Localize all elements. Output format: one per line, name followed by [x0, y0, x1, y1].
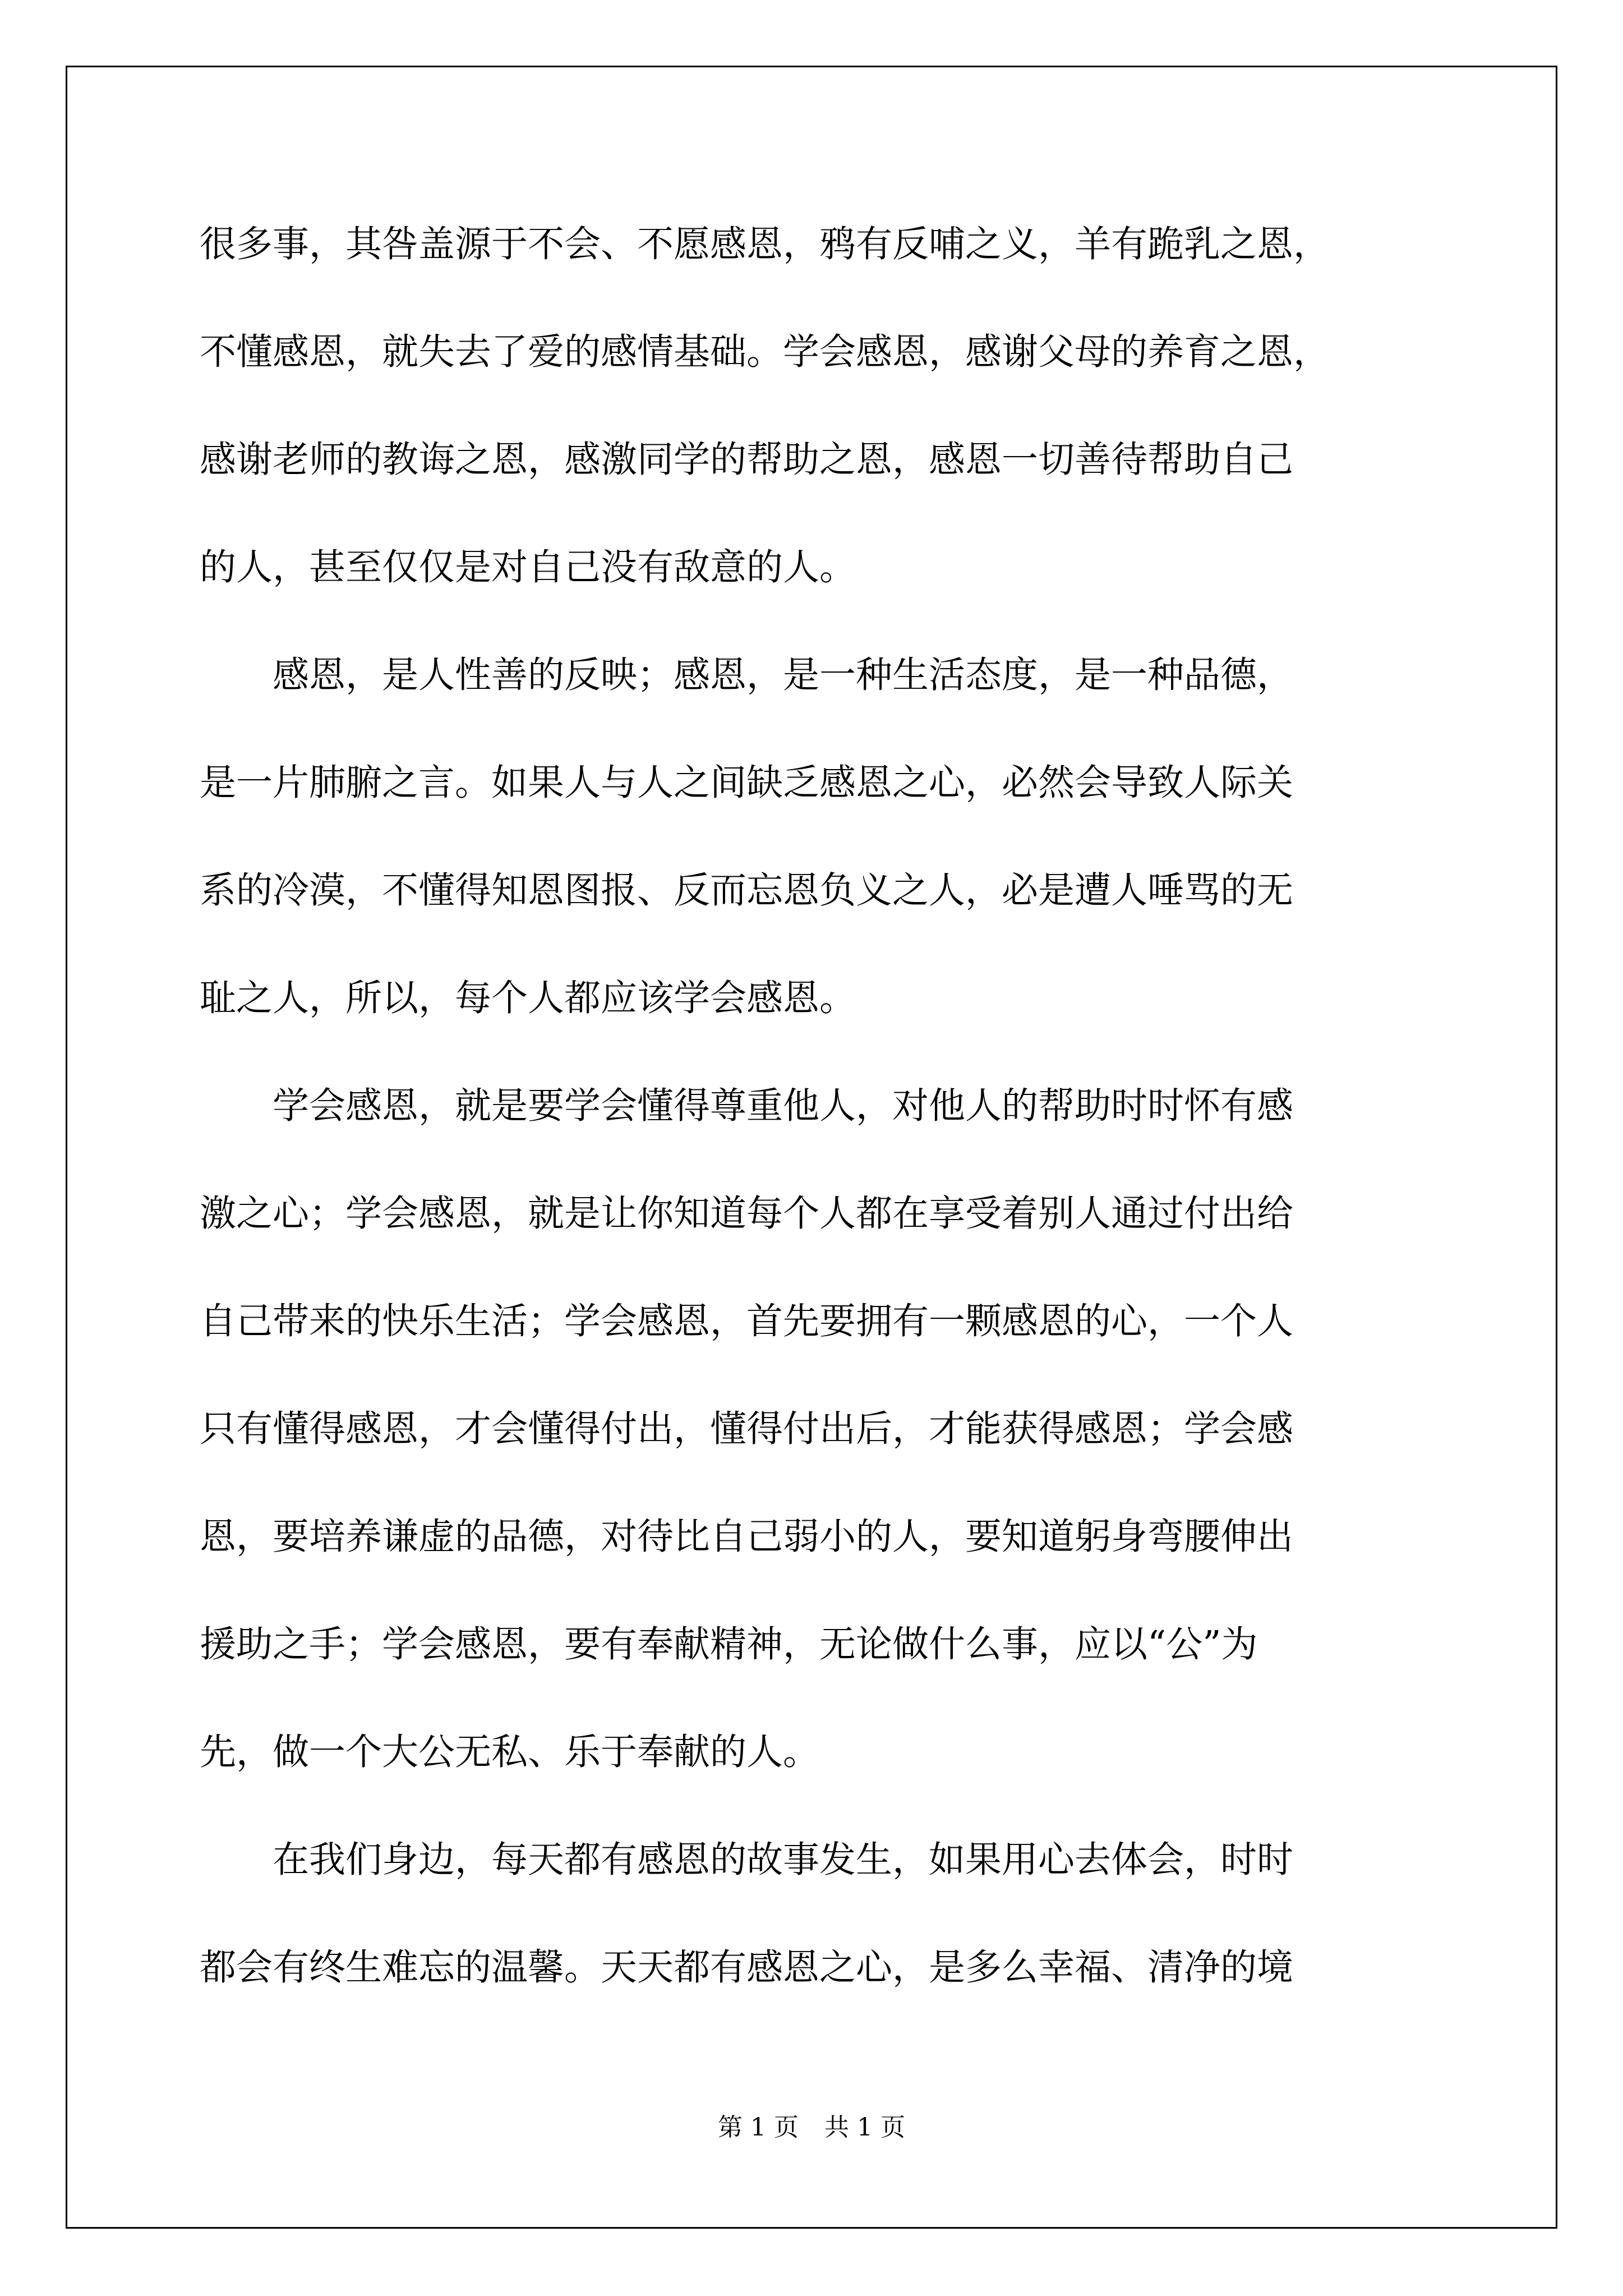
- text-line: 感恩，是人性善的反映；感恩，是一种生活态度，是一种品德，: [200, 654, 1294, 696]
- text-line: 援助之手；学会感恩，要有奉献精神，无论做什么事，应以“公”为: [200, 1623, 1258, 1665]
- text-line: 是一片肺腑之言。如果人与人之间缺乏感恩之心，必然会导致人际关: [200, 762, 1294, 804]
- text-line: 激之心；学会感恩，就是让你知道每个人都在享受着别人通过付出给: [200, 1193, 1294, 1235]
- page-footer: [0, 2107, 1623, 2143]
- text-line: 恩，要培养谦虚的品德，对待比自己弱小的人，要知道躬身弯腰伸出: [200, 1516, 1294, 1558]
- text-line: 耻之人，所以，每个人都应该学会感恩。: [200, 977, 856, 1019]
- text-line: 系的冷漠，不懂得知恩图报、反而忘恩负义之人，必是遭人唾骂的无: [200, 869, 1294, 912]
- text-line: 感谢老师的教诲之恩，感激同学的帮助之恩，感恩一切善待帮助自己: [200, 439, 1294, 481]
- text-line: 在我们身边，每天都有感恩的故事发生，如果用心去体会，时时: [200, 1839, 1294, 1881]
- text-line: 很多事，其咎盖源于不会、不愿感恩，鸦有反哺之义，羊有跪乳之恩，: [200, 223, 1330, 265]
- text-line: 学会感恩，就是要学会懂得尊重他人，对他人的帮助时时怀有感: [200, 1085, 1294, 1127]
- text-line: 不懂感恩，就失去了爱的感情基础。学会感恩，感谢父母的养育之恩，: [200, 331, 1330, 373]
- text-line: 都会有终生难忘的温馨。天天都有感恩之心，是多么幸福、清净的境: [200, 1947, 1294, 1989]
- text-line: 自己带来的快乐生活；学会感恩，首先要拥有一颗感恩的心，一个人: [200, 1300, 1294, 1342]
- text-line: 只有懂得感恩，才会懂得付出，懂得付出后，才能获得感恩；学会感: [200, 1408, 1294, 1450]
- page-total: 共 1 页: [824, 2113, 905, 2142]
- page-number: 第 1 页: [718, 2113, 799, 2142]
- text-line: 先，做一个大公无私、乐于奉献的人。: [200, 1731, 820, 1773]
- text-line: 的人，甚至仅仅是对自己没有敌意的人。: [200, 546, 856, 588]
- document-body: [200, 191, 1439, 2022]
